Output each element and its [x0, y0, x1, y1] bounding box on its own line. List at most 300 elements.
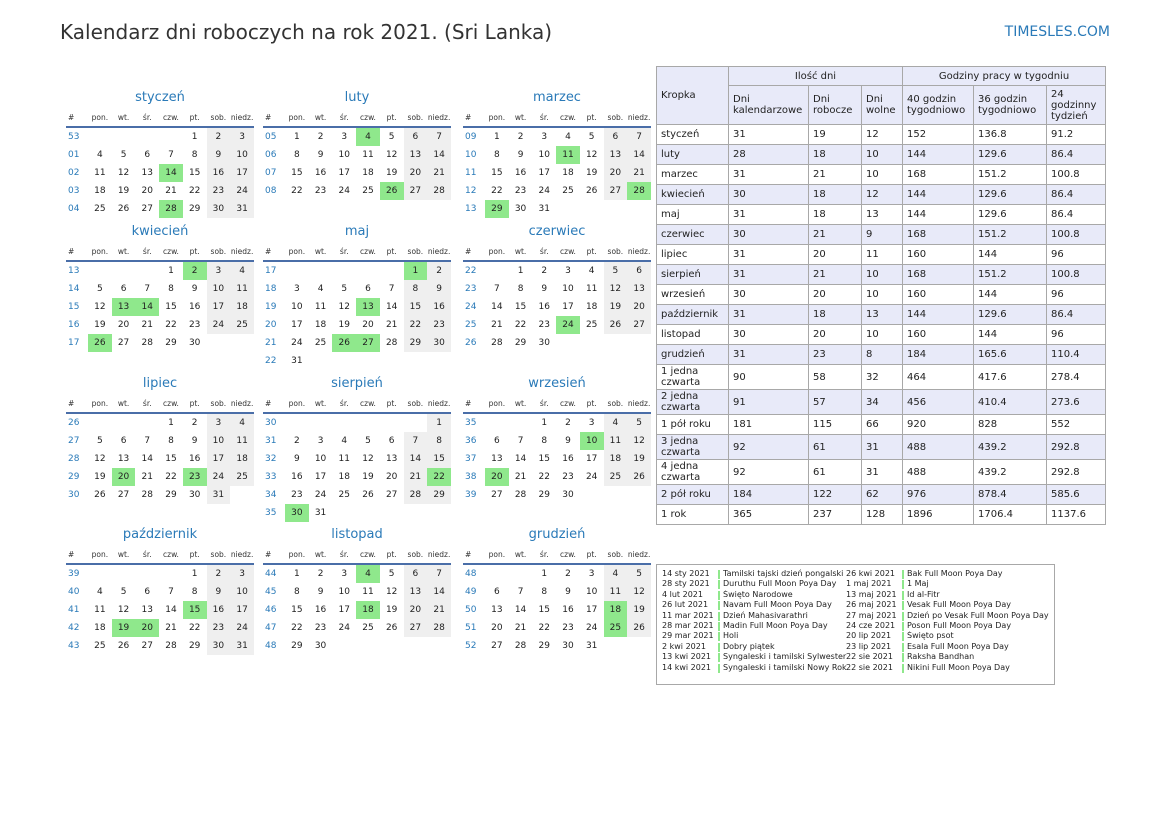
- week-number: 41: [68, 605, 80, 615]
- day-cell: 14: [404, 450, 428, 468]
- week-number: 08: [265, 186, 277, 196]
- week-number: 37: [465, 454, 477, 464]
- day-cell: 7: [388, 284, 395, 294]
- week-number: 13: [465, 204, 477, 214]
- stat-value: 91: [729, 390, 809, 415]
- week-number: 12: [465, 186, 477, 196]
- week-number: 26: [465, 338, 477, 348]
- week-row: [66, 261, 254, 280]
- day-cell: 26: [117, 204, 130, 214]
- weekday-label: sob.: [604, 242, 628, 261]
- stat-value: 181: [729, 415, 809, 435]
- col-36h: 36 godzin tygodniowo: [974, 86, 1047, 125]
- holiday-cell: 13: [112, 298, 136, 316]
- day-cell: 12: [94, 454, 106, 464]
- weekday-label: czw.: [356, 394, 380, 413]
- day-cell: 27: [404, 182, 428, 200]
- day-cell: 16: [562, 605, 574, 615]
- day-cell: 26: [362, 490, 374, 500]
- day-cell: 19: [385, 168, 398, 178]
- holiday-cell: 30: [285, 504, 309, 522]
- week-row: [66, 619, 254, 637]
- week-row: [263, 486, 451, 504]
- weekday-label: sob.: [207, 108, 231, 127]
- stat-value: 10: [862, 285, 903, 305]
- weekday-label: czw.: [159, 108, 183, 127]
- holiday-date: 29 mar 2021: [662, 631, 714, 641]
- week-number: 25: [465, 320, 477, 330]
- holiday-cell: 20: [112, 468, 136, 486]
- day-cell: 12: [585, 150, 598, 160]
- holiday-cell: 2: [183, 261, 207, 280]
- day-cell: 7: [404, 432, 428, 450]
- day-cell: 27: [385, 490, 398, 500]
- month-1: [66, 88, 254, 218]
- day-cell: 17: [207, 298, 231, 316]
- day-cell: 13: [141, 168, 153, 178]
- holiday-marker: [718, 601, 720, 610]
- stat-value: 23: [809, 345, 862, 365]
- day-cell: 4: [588, 266, 595, 276]
- week-number: 05: [265, 132, 277, 142]
- day-cell: 17: [291, 320, 303, 330]
- stat-value: 31: [729, 165, 809, 185]
- stat-value: 152: [903, 125, 974, 145]
- holiday-entry: [662, 621, 850, 631]
- day-cell: 4: [604, 564, 628, 583]
- day-cell: 12: [94, 302, 106, 312]
- day-cell: 14: [514, 605, 527, 615]
- month-name: czerwiec: [528, 224, 586, 239]
- week-row: [463, 637, 651, 655]
- day-cell: 7: [427, 127, 451, 146]
- day-cell: 4: [96, 587, 103, 597]
- day-cell: 21: [427, 164, 451, 182]
- day-cell: 5: [120, 587, 127, 597]
- day-cell: 11: [362, 587, 374, 597]
- day-cell: 24: [314, 490, 327, 500]
- day-cell: 24: [230, 619, 254, 637]
- day-cell: 2: [317, 569, 324, 579]
- weekday-label: śr.: [532, 394, 556, 413]
- day-cell: 11: [314, 302, 327, 312]
- day-cell: 6: [404, 127, 428, 146]
- week-number: 48: [265, 641, 277, 651]
- day-cell: 25: [230, 316, 254, 334]
- week-number: 34: [265, 490, 277, 500]
- weekday-label: niedz.: [427, 242, 451, 261]
- day-cell: 9: [427, 280, 451, 298]
- holiday-cell: 26: [332, 334, 356, 352]
- stat-value: 92: [729, 460, 809, 485]
- holiday-cell: 19: [112, 619, 136, 637]
- weekday-header: [463, 545, 651, 564]
- stat-value: 168: [903, 165, 974, 185]
- col-40h: 40 godzin tygodniowo: [903, 86, 974, 125]
- day-cell: 6: [120, 436, 127, 446]
- week-row: [463, 583, 651, 601]
- day-cell: [207, 334, 231, 352]
- week-row: [263, 352, 451, 370]
- day-cell: [627, 637, 651, 655]
- weekday-label: wt.: [509, 545, 533, 564]
- day-cell: [380, 413, 404, 432]
- day-cell: 4: [230, 261, 254, 280]
- day-cell: 9: [207, 583, 231, 601]
- month-name: luty: [344, 90, 370, 105]
- day-cell: 14: [427, 583, 451, 601]
- period-label: 1 pół roku: [657, 415, 729, 435]
- week-row: [66, 127, 254, 146]
- stat-value: 19: [809, 125, 862, 145]
- holiday-cell: 10: [580, 432, 604, 450]
- week-number: 48: [465, 569, 477, 579]
- holiday-marker: [902, 632, 904, 641]
- weekday-label: wt.: [112, 394, 136, 413]
- day-cell: [604, 637, 628, 655]
- day-cell: 30: [188, 490, 201, 500]
- month-7: [66, 374, 254, 504]
- stats-row: [657, 265, 1106, 285]
- week-row: [263, 316, 451, 334]
- period-label: 1 jedna czwarta: [657, 365, 729, 390]
- day-cell: 6: [627, 261, 651, 280]
- week-row: [66, 468, 254, 486]
- day-cell: 22: [188, 623, 201, 633]
- day-cell: 15: [404, 298, 428, 316]
- holiday-date: 13 kwi 2021: [662, 652, 712, 662]
- stat-value: 11: [862, 245, 903, 265]
- month-8: [263, 374, 451, 522]
- day-cell: 2: [207, 127, 231, 146]
- day-cell: 10: [207, 280, 231, 298]
- weekday-label: czw.: [556, 108, 580, 127]
- week-row: [463, 450, 651, 468]
- day-cell: 13: [604, 146, 628, 164]
- holiday-date: 23 lip 2021: [846, 641, 892, 651]
- holiday-name: Syngaleski i tamilski Nowy Rok: [723, 662, 847, 672]
- day-cell: [112, 261, 136, 280]
- stat-value: 151.2: [974, 265, 1047, 285]
- holiday-date: 2 kwi 2021: [662, 641, 706, 651]
- day-cell: 10: [338, 587, 350, 597]
- day-cell: 21: [427, 601, 451, 619]
- week-row: [263, 450, 451, 468]
- week-number: 51: [465, 623, 477, 633]
- day-cell: 16: [291, 472, 303, 482]
- day-cell: 15: [538, 454, 550, 464]
- weekday-label: niedz.: [627, 394, 651, 413]
- day-cell: 11: [94, 605, 106, 615]
- stat-value: 86.4: [1047, 205, 1106, 225]
- holiday-cell: 4: [356, 564, 380, 583]
- period-label: 2 pół roku: [657, 485, 729, 505]
- week-number: 29: [68, 472, 80, 482]
- day-cell: [309, 261, 333, 280]
- day-cell: 8: [293, 587, 300, 597]
- day-cell: 4: [604, 413, 628, 432]
- weekday-label: pt.: [580, 545, 604, 564]
- stat-value: 136.8: [974, 125, 1047, 145]
- day-cell: 18: [94, 623, 106, 633]
- stat-value: 878.4: [974, 485, 1047, 505]
- week-number: 15: [68, 302, 80, 312]
- holiday-list: [656, 564, 1055, 685]
- period-label: czerwiec: [657, 225, 729, 245]
- week-row: [66, 316, 254, 334]
- week-row: [66, 146, 254, 164]
- weekday-label: pon.: [485, 394, 509, 413]
- stat-value: 61: [809, 460, 862, 485]
- stat-value: 151.2: [974, 225, 1047, 245]
- day-cell: 1: [168, 418, 174, 428]
- day-cell: 26: [585, 186, 598, 196]
- day-cell: 10: [338, 150, 350, 160]
- month-2: [263, 88, 451, 200]
- day-cell: [230, 334, 254, 352]
- holiday-date: 1 maj 2021: [846, 579, 892, 589]
- day-cell: [285, 413, 309, 432]
- day-cell: 7: [168, 587, 174, 597]
- month-10: [66, 525, 254, 655]
- day-cell: 1: [427, 413, 451, 432]
- stat-value: 365: [729, 505, 809, 525]
- week-number: 39: [68, 569, 80, 579]
- day-cell: 12: [627, 432, 651, 450]
- holiday-marker: [718, 653, 720, 662]
- holiday-name: Święto psot: [907, 631, 954, 641]
- day-cell: [88, 127, 112, 146]
- weekday-label: sob.: [604, 394, 628, 413]
- stat-value: 165.6: [974, 345, 1047, 365]
- holiday-name: Nikini Full Moon Poya Day: [907, 662, 1010, 672]
- day-cell: [309, 352, 333, 370]
- month-12: [463, 525, 651, 655]
- stat-value: 144: [974, 285, 1047, 305]
- col-working-days: Dni robocze: [809, 86, 862, 125]
- day-cell: 13: [404, 146, 428, 164]
- holiday-name: Duruthu Full Moon Poya Day: [723, 579, 837, 589]
- week-number: 18: [265, 284, 277, 294]
- holiday-cell: 20: [485, 468, 509, 486]
- week-number: 35: [465, 418, 477, 428]
- stat-value: 585.6: [1047, 485, 1106, 505]
- month-name: maj: [344, 224, 370, 239]
- stat-value: 144: [974, 245, 1047, 265]
- day-cell: 12: [385, 587, 398, 597]
- holiday-entry: [846, 600, 1051, 610]
- week-row: [463, 298, 651, 316]
- day-cell: 2: [207, 564, 231, 583]
- day-cell: 26: [604, 316, 628, 334]
- day-cell: 5: [388, 132, 395, 142]
- weekday-label: sob.: [404, 545, 428, 564]
- week-row: [66, 486, 254, 504]
- stat-value: 31: [729, 305, 809, 325]
- day-cell: [604, 200, 628, 218]
- day-cell: 29: [165, 490, 177, 500]
- day-cell: [285, 261, 309, 280]
- holiday-list-right: [846, 569, 1051, 673]
- site-link[interactable]: TIMESLES.COM: [1004, 24, 1110, 40]
- week-row: [263, 298, 451, 316]
- stat-value: 8: [862, 345, 903, 365]
- day-cell: 12: [117, 168, 130, 178]
- day-cell: 6: [604, 127, 628, 146]
- week-number: 30: [265, 418, 277, 428]
- day-cell: 17: [338, 605, 350, 615]
- day-cell: 16: [538, 302, 550, 312]
- day-cell: 1: [191, 569, 198, 579]
- day-cell: 10: [314, 454, 327, 464]
- day-cell: 16: [514, 168, 527, 178]
- day-cell: 4: [565, 132, 571, 142]
- day-cell: [332, 637, 356, 655]
- week-number: 21: [265, 338, 277, 348]
- day-cell: 31: [291, 356, 303, 366]
- month-11: [263, 525, 451, 655]
- day-cell: 25: [585, 320, 598, 330]
- day-cell: 26: [385, 623, 398, 633]
- day-cell: 26: [94, 490, 106, 500]
- day-cell: 22: [188, 186, 201, 196]
- week-row: [263, 334, 451, 352]
- day-cell: 22: [165, 472, 177, 482]
- day-cell: [332, 413, 356, 432]
- week-row: [463, 280, 651, 298]
- day-cell: [88, 564, 112, 583]
- day-cell: 19: [385, 605, 398, 615]
- day-cell: 4: [230, 413, 254, 432]
- holiday-entry: [662, 579, 850, 589]
- day-cell: [485, 261, 509, 280]
- stat-value: 410.4: [974, 390, 1047, 415]
- day-cell: 29: [427, 486, 451, 504]
- weekday-label: śr.: [532, 242, 556, 261]
- holiday-marker: [902, 664, 904, 673]
- day-cell: 29: [514, 338, 527, 348]
- day-cell: 8: [191, 150, 198, 160]
- stats-row: [657, 435, 1106, 460]
- stats-row: [657, 365, 1106, 390]
- day-cell: [580, 486, 604, 504]
- day-cell: 17: [338, 168, 350, 178]
- day-cell: 24: [338, 623, 350, 633]
- day-cell: 4: [96, 150, 103, 160]
- day-cell: 28: [491, 338, 503, 348]
- holiday-entry: [846, 652, 1051, 662]
- day-cell: [88, 261, 112, 280]
- stat-value: 96: [1047, 245, 1106, 265]
- stat-value: 278.4: [1047, 365, 1106, 390]
- day-cell: 23: [207, 619, 231, 637]
- holiday-date: 13 maj 2021: [846, 589, 897, 599]
- week-row: [263, 146, 451, 164]
- holiday-cell: 28: [159, 200, 183, 218]
- holiday-marker: [902, 601, 904, 610]
- weekday-label: czw.: [356, 242, 380, 261]
- week-number: 30: [68, 490, 80, 500]
- day-cell: 30: [207, 200, 231, 218]
- week-row: [463, 432, 651, 450]
- week-number-header: #: [66, 108, 88, 127]
- day-cell: 17: [230, 601, 254, 619]
- stat-value: 122: [809, 485, 862, 505]
- day-cell: 29: [188, 204, 201, 214]
- day-cell: 13: [491, 605, 503, 615]
- week-row: [66, 298, 254, 316]
- month-grid: [66, 242, 254, 352]
- week-row: [66, 583, 254, 601]
- day-cell: 28: [427, 619, 451, 637]
- day-cell: 25: [314, 338, 327, 348]
- day-cell: 8: [517, 284, 524, 294]
- day-cell: 5: [627, 564, 651, 583]
- weekday-label: wt.: [309, 108, 333, 127]
- day-cell: 15: [491, 168, 503, 178]
- day-cell: 17: [230, 164, 254, 182]
- day-cell: 12: [362, 454, 374, 464]
- stat-value: 100.8: [1047, 165, 1106, 185]
- month-name: marzec: [533, 90, 581, 105]
- stat-value: 21: [809, 225, 862, 245]
- holiday-marker: [718, 591, 720, 600]
- weekday-label: sob.: [404, 242, 428, 261]
- weekday-header: [263, 394, 451, 413]
- stat-value: 128: [862, 505, 903, 525]
- day-cell: 29: [291, 641, 303, 651]
- day-cell: 15: [165, 302, 177, 312]
- day-cell: 27: [491, 641, 503, 651]
- stat-value: 66: [862, 415, 903, 435]
- weekday-label: wt.: [509, 242, 533, 261]
- day-cell: 6: [493, 587, 500, 597]
- stat-value: 12: [862, 185, 903, 205]
- day-cell: 25: [230, 468, 254, 486]
- day-cell: 30: [562, 490, 574, 500]
- day-cell: [356, 261, 380, 280]
- weekday-label: pon.: [88, 394, 112, 413]
- day-cell: [356, 637, 380, 655]
- week-number: 36: [465, 436, 477, 446]
- stat-value: 144: [903, 305, 974, 325]
- weekday-label: pon.: [485, 242, 509, 261]
- day-cell: 31: [230, 637, 254, 655]
- holiday-cell: 20: [135, 619, 159, 637]
- weekday-label: czw.: [356, 545, 380, 564]
- day-cell: 3: [588, 569, 595, 579]
- day-cell: 30: [562, 641, 574, 651]
- month-grid: [463, 545, 651, 655]
- day-cell: 21: [514, 472, 527, 482]
- working-days-table: [656, 66, 1106, 525]
- week-row: [463, 564, 651, 583]
- stat-value: 58: [809, 365, 862, 390]
- day-cell: [159, 127, 183, 146]
- day-cell: 20: [404, 601, 428, 619]
- holiday-date: 26 kwi 2021: [846, 569, 896, 578]
- day-cell: 6: [120, 284, 127, 294]
- day-cell: 24: [291, 338, 303, 348]
- week-number-header: #: [263, 545, 285, 564]
- stat-value: 129.6: [974, 205, 1047, 225]
- holiday-marker: [718, 612, 720, 621]
- period-label: 4 jedna czwarta: [657, 460, 729, 485]
- holiday-name: Tamilski tajski dzień pongalski: [723, 569, 844, 578]
- day-cell: 27: [404, 619, 428, 637]
- day-cell: 15: [165, 454, 177, 464]
- stat-value: 976: [903, 485, 974, 505]
